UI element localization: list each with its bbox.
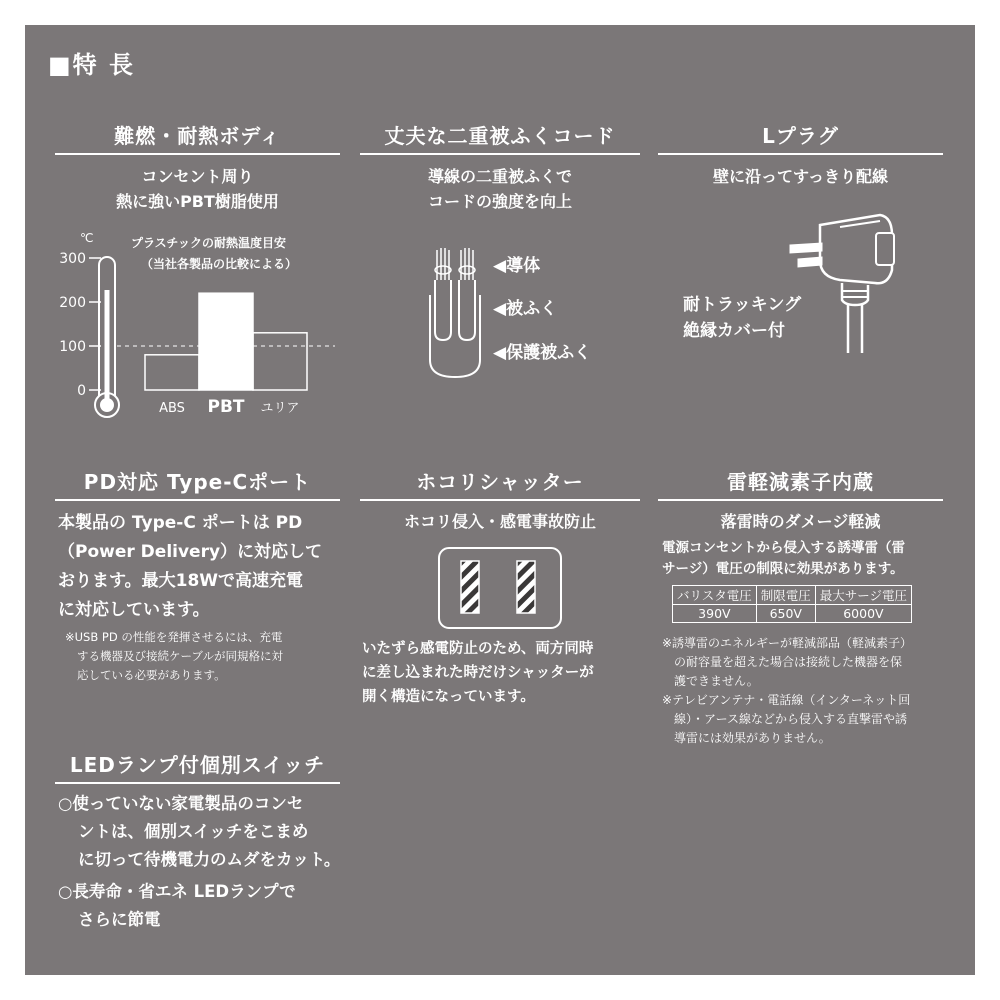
typec-note-line-2: する機器及び接続ケーブルが同規格に対 [77, 649, 283, 663]
y-tick-label: 200 [59, 295, 86, 311]
flame-lead-line-1: コンセント周り [141, 167, 254, 186]
shutter-body-line-2: に差し込まれた時だけシャッターが [362, 665, 594, 681]
page-title: ■特 長 [48, 51, 136, 79]
y-tick-label: 0 [77, 383, 86, 399]
x-category-label: ABS [159, 401, 185, 416]
surge-table-header: 最大サージ電圧 [815, 586, 911, 605]
flame-lead [55, 164, 340, 214]
surge-note-line-5: 線）・アース線などから侵入する直撃雷や誘 [674, 712, 908, 726]
led-item-2-line-1: ○長寿命・省エネ LEDランプで [58, 882, 296, 901]
heat-resistance-chart [45, 225, 365, 425]
cord-lead [360, 164, 640, 214]
thermometer-icon [95, 257, 119, 417]
cord-lead-line-2: コードの強度を向上 [427, 192, 572, 211]
led-item-1-line-1: ○使っていない家電製品のコンセ [58, 794, 304, 813]
cord-label-protective-coating: ◀保護被ふく [493, 343, 592, 363]
surge-note-line-6: 導雷には効果がありません。 [674, 731, 831, 745]
y-tick-label: 300 [59, 251, 86, 267]
x-category-label: PBT [207, 397, 245, 417]
surge-table-value: 650V [756, 605, 815, 623]
y-unit-label: ℃ [80, 231, 94, 245]
surge-note-line-3: 護できません。 [674, 674, 759, 688]
typec-body-line-3: おります。最大18Wで高速充電 [58, 571, 304, 591]
lplug-cover-label [683, 292, 801, 344]
surge-note-line-2: の耐容量を超えた場合は接続した機器を保 [674, 655, 903, 669]
flame-section-rule [55, 153, 340, 155]
cord-section-title: 丈夫な二重被ふくコード [384, 124, 616, 148]
chart-caption-line-2: （当社各製品の比較による） [141, 257, 298, 271]
typec-notes [65, 628, 355, 685]
lplug-section-rule [658, 153, 943, 155]
cord-label-coating: ◀被ふく [493, 299, 558, 319]
cord-section-rule [360, 153, 640, 155]
outlet-shutter-icon [438, 547, 562, 629]
cord-label-conductor: ◀導体 [493, 256, 541, 276]
lplug-label-line-1: 耐トラッキング [683, 295, 802, 315]
bar-2 [199, 293, 253, 390]
surge-table-header-row [673, 586, 912, 605]
surge-table-value: 6000V [815, 605, 911, 623]
surge-section-rule [658, 499, 943, 501]
surge-note-line-4: ※テレビアンテナ・電話線（インターネット回 [662, 693, 911, 707]
shutter-lead: ホコリ侵入・感電事故防止 [403, 512, 596, 531]
surge-section-title: 雷軽減素子内蔵 [727, 470, 874, 494]
cord-cross-section-icon [415, 240, 505, 385]
surge-note-line-1: ※誘導雷のエネルギーが軽減部品（軽減素子） [662, 636, 913, 650]
surge-body-line-1: 電源コンセントから侵入する誘導雷（雷 [662, 540, 905, 556]
lplug-section-title: Lプラグ [762, 124, 839, 148]
led-section-title: LEDランプ付個別スイッチ [69, 753, 326, 777]
shutter-body-line-1: いたずら感電防止のため、両方同時 [362, 641, 594, 657]
led-items [58, 790, 368, 934]
flame-lead-line-2: 熱に強いPBT樹脂使用 [116, 192, 279, 211]
typec-body-line-2: （Power Delivery）に対応して [58, 542, 323, 562]
led-item-2-line-2: さらに節電 [78, 910, 161, 929]
typec-section-title: PD対応 Type-Cポート [83, 470, 312, 494]
surge-body [662, 538, 947, 580]
flame-section-title: 難燃・耐熱ボディ [114, 124, 281, 148]
x-category-label: ユリア [260, 401, 300, 416]
typec-note-line-1: ※USB PD の性能を発揮させるには、充電 [65, 630, 283, 644]
lplug-label-line-2: 絶縁カバー付 [683, 321, 785, 341]
surge-table-value: 390V [673, 605, 757, 623]
typec-section-rule [55, 499, 340, 501]
led-section-rule [55, 782, 340, 784]
shutter-section-title: ホコリシャッター [416, 470, 584, 494]
bar-3 [253, 333, 307, 390]
lplug-lead: 壁に沿ってすっきり配線 [712, 167, 889, 186]
chart-axis [59, 251, 101, 399]
led-item-1-line-2: ントは、個別スイッチをこまめ [78, 822, 309, 841]
typec-body [58, 509, 358, 625]
surge-table-header: 制限電圧 [756, 586, 815, 605]
typec-note-line-3: 応している必要があります。 [77, 668, 226, 682]
surge-lead: 落雷時のダメージ軽減 [720, 512, 881, 531]
surge-table-value-row [673, 605, 912, 623]
surge-table-header: バリスタ電圧 [673, 586, 757, 605]
y-tick-label: 100 [59, 339, 86, 355]
bar-1 [145, 355, 199, 390]
surge-voltage-table [672, 585, 912, 623]
chart-bars [145, 293, 307, 417]
surge-body-line-2: サージ）電圧の制限に効果があります。 [662, 561, 904, 577]
typec-body-line-1: 本製品の Type-C ポートは PD [58, 513, 303, 533]
surge-notes [662, 634, 962, 748]
cord-lead-line-1: 導線の二重被ふくで [427, 167, 572, 186]
shutter-body [362, 637, 642, 709]
shutter-body-line-3: 開く構造になっています。 [362, 689, 535, 705]
typec-body-line-4: に対応しています。 [58, 600, 210, 620]
led-item-1-line-3: に切って待機電力のムダをカット。 [78, 850, 341, 869]
shutter-section-rule [360, 499, 640, 501]
chart-caption-line-1: プラスチックの耐熱温度目安 [131, 236, 287, 250]
